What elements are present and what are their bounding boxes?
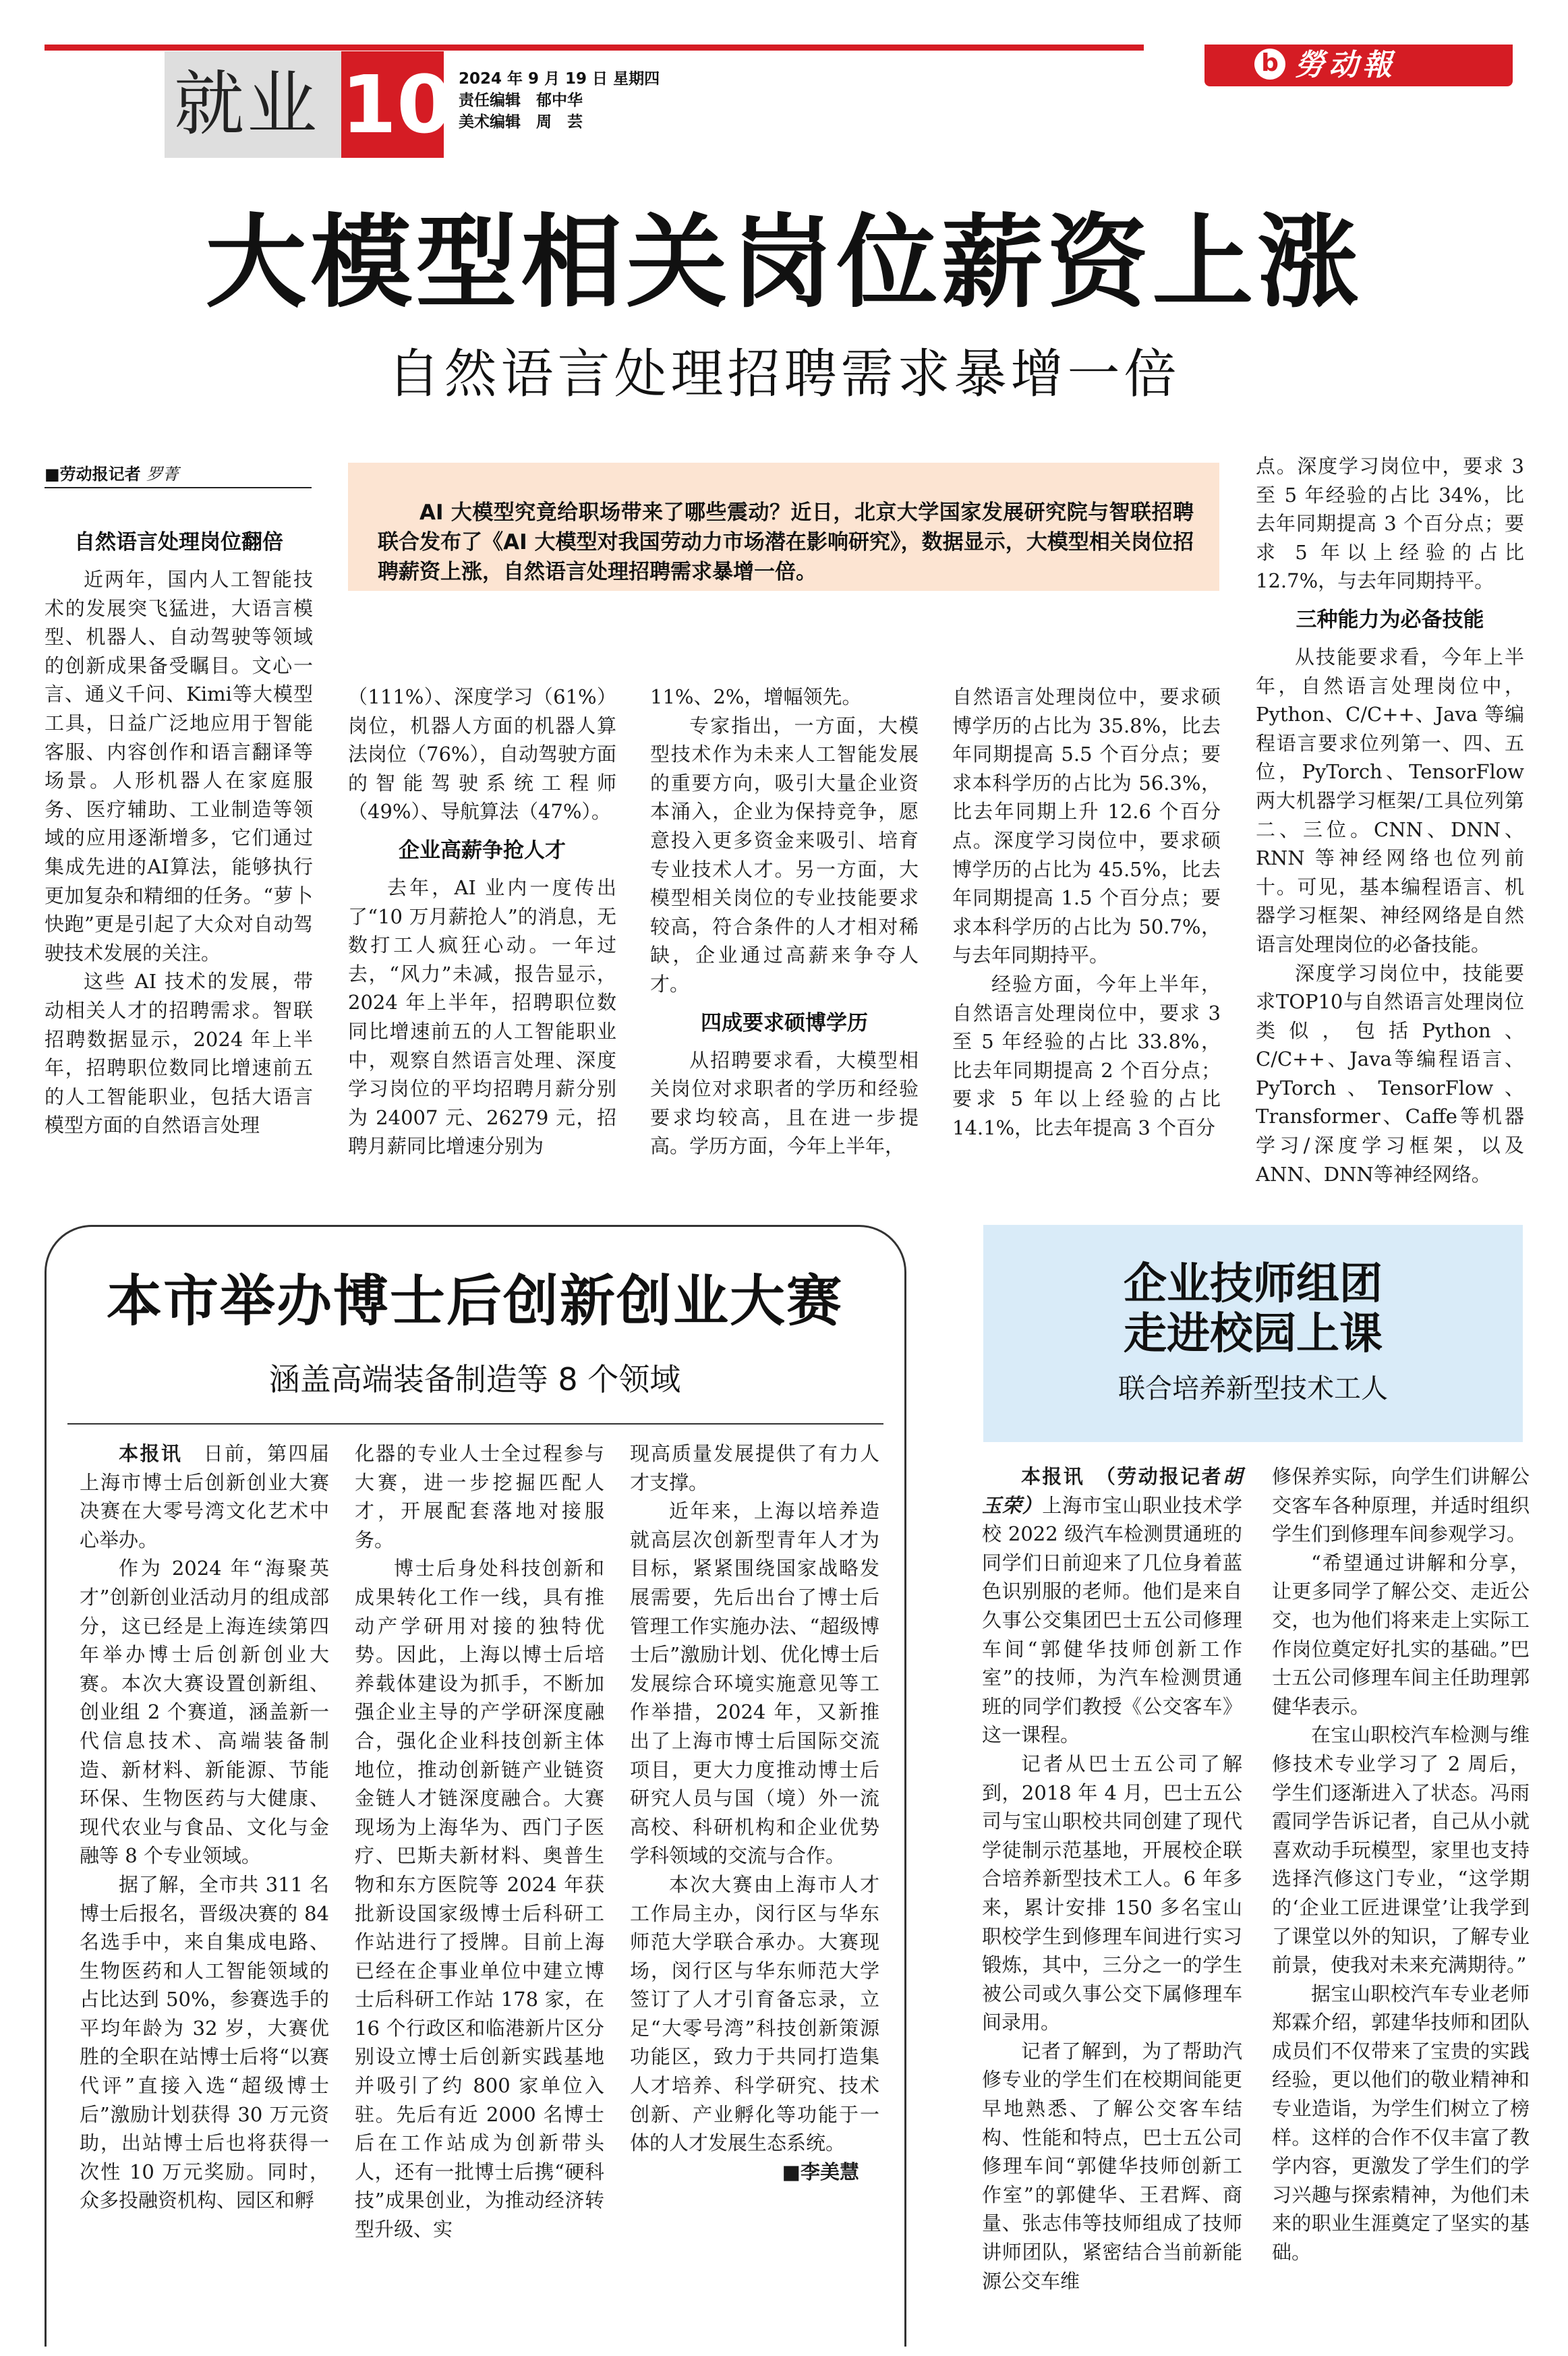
paragraph: 这些 AI 技术的发展，带动相关人才的招聘需求。智联招聘数据显示，2024 年上半年，招聘职位数同比增速前五的人工智能职业，包括大语言模型方面的自然语言处理 xyxy=(45,970,313,1137)
paragraph: “希望通过讲解和分享，让更多同学了解公交、走近公交，也为他们将来走上实际工作岗位奠定好扎实的基础。”巴士五公司修理车间主任助理郭健华表示。 xyxy=(1272,1551,1530,1718)
story3-headline-line2: 走进校园上课 xyxy=(1124,1309,1383,1359)
paragraph: 化器的专业人士全过程参与大赛，进一步挖掘匹配人才，开展配套落地对接服务。 xyxy=(355,1442,604,1551)
paragraph xyxy=(80,1439,329,1554)
paragraph: 从招聘要求看，大模型相关岗位对求职者的学历和经验要求均较高，且在进一步提高。学历方面，今年上半年， xyxy=(650,1048,919,1158)
page-number: 10 xyxy=(341,58,453,151)
reporter-note-2: 胡玉荣） xyxy=(982,1465,1242,1517)
paragraph: 从技能要求看，今年上半年，自然语言处理岗位中，Python、C/C++、Java 等编程语言要求位列第一、四、五位，PyTorch、TensorFlow 两大机器学习框架/工具位列第二、三位。CNN、DNN、RNN 等神经网络也位列前十。可见，基本编程语言、机器学习框架、神经网络是自然语言处理岗位的必备技能。 xyxy=(1256,645,1524,956)
paragraph: 近年来，上海以培养造就高层次创新型青年人才为目标，紧紧围绕国家战略发展需要，先后出台了博士后管理工作实施办法、“超级博士后”激励计划、优化博士后发展综合环境实施意见等工作举措，2024 年，又新推出了上海市博士后国际交流项目，更大力度推动博士后研究人员与国（境）外一流高校、科研机构和企业优势学科领域的交流与合作。 xyxy=(630,1499,879,1868)
story3-subhead: 联合培养新型技术工人 xyxy=(1118,1373,1388,1404)
lead-column-1 xyxy=(45,518,313,1140)
paragraph: 现高质量发展提供了有力人才支撑。 xyxy=(630,1442,879,1494)
paragraph: 近两年，国内人工智能技术的发展突飞猛进，大语言模型、机器人、自动驾驶等领域的创新成果备受瞩目。文心一言、通义千问、Kimi等大模型工具，日益广泛地应用于智能客服、内容创作和语言翻译等场景。人形机器人在家庭服务、医疗辅助、工业制造等领域的应用逐渐增多，它们通过集成先进的AI算法，能够执行更加复杂和精细的任务。“萝卜快跑”更是引起了大众对自动驾驶技术发展的关注。 xyxy=(45,568,313,965)
story3-headline-line1: 企业技师组团 xyxy=(1124,1259,1383,1309)
story3-column-2 xyxy=(1272,1462,1530,2267)
paragraph-text: 日前，第四届上海市博士后创新创业大赛决赛在大零号湾文化艺术中心举办。 xyxy=(80,1442,329,1551)
lead-column-4 xyxy=(952,683,1221,1143)
lead-subhead: 自然语言处理招聘需求暴增一倍 xyxy=(387,344,1181,405)
paragraph: 作为 2024 年“海聚英才”创新创业活动月的组成部分，这已经是上海连续第四年举办博士后创新创业大赛。本次大赛设置创新组、创业组 2 个赛道，涵盖新一代信息技术、高端装备制造、新材料、新能源、节能环保、生物医药与大健康、现代农业与食品、文化与金融等 8 个专业领域。 xyxy=(80,1557,329,1868)
paragraph: 据了解，全市共 311 名博士后报名，晋级决赛的 84 名选手中，来自集成电路、生物医药和人工智能领域的占比达到 50%，参赛选手的平均年龄为 32 岁，大赛优胜的全职在站博士后将“以赛代评”直接入选“超级博士后”激励计划获得 30 万元资助，出站博士后也将获得一次性 10 万元奖励。同时，众多投融资机构、园区和孵 xyxy=(80,1872,329,2212)
reporter-credit: ■李美慧 xyxy=(782,2160,859,2183)
paragraph: 记者从巴士五公司了解到，2018 年 4 月，巴士五公司与宝山职校共同创建了现代学徒制示范基地，开展校企联合培养新型技术工人。6 年多来，累计安排 150 多名宝山职校学生到修理车间进行实习锻炼，其中，三分之一的学生被公司或久事公交下属修理车间录用。 xyxy=(982,1752,1242,2034)
story2-column-2 xyxy=(355,1439,604,2244)
masthead-logo-mark: b xyxy=(1254,49,1285,80)
lead-byline xyxy=(45,463,179,486)
lead-label: 本报讯 xyxy=(119,1442,183,1465)
story2-column-3 xyxy=(630,1439,879,2186)
paragraph: 经验方面，今年上半年，自然语言处理岗位中，要求 3 至 5 年经验的占比 33.8%，比去年同期提高 2 个百分点；要求 5 年以上经验的占比 14.1%，比去年提高 3 个百分 xyxy=(952,972,1221,1139)
story3-column-1 xyxy=(982,1462,1242,2295)
paragraph xyxy=(982,1462,1242,1750)
section-name: 就业 xyxy=(174,63,320,145)
story2-headline: 本市举办博士后创新创业大赛 xyxy=(106,1269,843,1333)
lead-intro: AI 大模型究竟给职场带来了哪些震动？近日，北京大学国家发展研究院与智联招聘联合发布了《AI 大模型对我国劳动力市场潜在影响研究》，数据显示，大模型相关岗位招聘薪资上涨，自然语言处理招聘需求暴增一倍。 xyxy=(378,500,1194,584)
lead-headline: 大模型相关岗位薪资上涨 xyxy=(205,204,1363,322)
paragraph: 记者了解到，为了帮助汽修专业的学生们在校期间能更早地熟悉、了解公交客车结构、性能和特点，巴士五公司修理车间“郭健华技师创新工作室”的郭健华、王君辉、商量、张志伟等技师组成了技师讲师团队，紧密结合当前新能源公交车维 xyxy=(982,2039,1242,2293)
paragraph: 去年，AI 业内一度传出了“10 万月薪抢人”的消息，无数打工人疯狂心动。一年过去，“风力”未减，报告显示，2024 年上半年，招聘职位数同比增速前五的人工智能职业中，观察自然语言处理、深度学习岗位的平均招聘月薪分别为 24007 元、26279 元，招聘月薪同比增速分别为 xyxy=(348,875,616,1158)
story2-column-1 xyxy=(80,1439,329,2215)
editor-credit: 责任编辑 郁中华 xyxy=(459,92,583,109)
paragraph: 自然语言处理岗位中，要求硕博学历的占比为 35.8%，比去年同期提高 5.5 个百分点；要求本科学历的占比为 56.3%，比去年同期上升 12.6 个百分点。深度学习岗位中，要求硕博学历的占比为 45.5%，比去年同期提高 1.5 个百分点；要求本科学历的占比为 50.7%，与去年同期持平。 xyxy=(952,685,1221,967)
paragraph: 博士后身处科技创新和成果转化工作一线，具有推动产学研用对接的独特优势。因此，上海以博士后培养载体建设为抓手，不断加强企业主导的产学研深度融合，强化企业科技创新主体地位，推动创新链产业链资金链人才链深度融合。大赛现场为上海华为、西门子医疗、巴斯夫新材料、奥普生物和东方医院等 2024 年获批新设国家级博士后科研工作站进行了授牌。目前上海已经在企事业单位中建立博士后科研工作站 178 家，在 16 个行政区和临港新片区分别设立博士后创新实践基地并吸引了约 800 家单位入驻。先后有近 2000 名博士后在工作站成为创新带头人，还有一批博士后携“硬科技”成果创业，为推动经济转型升级、实 xyxy=(355,1557,604,2241)
subheading-skills: 三种能力为必备技能 xyxy=(1296,607,1484,632)
paragraph: 11%、2%，增幅领先。 xyxy=(650,685,862,708)
paragraph: 据宝山职校汽车专业老师郑霖介绍，郭建华技师和团队成员们不仅带来了宝贵的实践经验，更以他们的敬业精神和专业造诣，为学生们树立了榜样。这样的合作不仅丰富了教学内容，更激发了学生们的学习兴趣与探索精神，为他们未来的职业生涯奠定了坚实的基础。 xyxy=(1272,1982,1530,2264)
header-red-rule xyxy=(45,45,1144,51)
paragraph: 本次大赛由上海市人才工作局主办，闵行区与华东师范大学联合承办。大赛现场，闵行区与华东师范大学签订了人才引育备忘录，立足“大零号湾”科技创新策源功能区，致力于共同打造集人才培养、科学研究、技术创新、产业孵化等功能于一体的人才发展生态系统。 xyxy=(630,1872,879,2155)
paragraph: （111%）、深度学习（61%）岗位，机器人方面的机器人算法岗位（76%），自动驾驶方面的智能驾驶系统工程师（49%）、导航算法（47%）。 xyxy=(348,685,616,824)
byline-rule xyxy=(45,487,312,488)
subheading-nlp-jobs: 自然语言处理岗位翻倍 xyxy=(74,530,283,554)
paragraph: 修保养实际，向学生们讲解公交客车各种原理，并适时组织学生们到修理车间参观学习。 xyxy=(1272,1465,1530,1546)
masthead-logo-text: 勞动報 xyxy=(1295,48,1396,82)
paragraph-text: 上海市宝山职业技术学校 2022 级汽车检测贯通班的同学们日前迎来了几位身着蓝色识别服的老师。他们是来自久事公交集团巴士五公司修理车间“郭健华技师创新工作室”的技师，为汽车检测贯通班的同学们教授《公交客车》这一课程。 xyxy=(982,1493,1242,1747)
art-editor-credit: 美术编辑 周 芸 xyxy=(459,113,583,131)
issue-date: 2024 年 9 月 19 日 星期四 xyxy=(459,70,660,88)
story2-rule xyxy=(67,1423,883,1425)
paragraph: 专家指出，一方面，大模型技术作为未来人工智能发展的重要方向，吸引大量企业资本涌入，企业为保持竞争，愿意投入更多资金来吸引、培育专业技术人才。另一方面，大模型相关岗位的专业技能要求较高，符合条件的人才相对稀缺，企业通过高薪来争夺人才。 xyxy=(650,714,919,996)
byline-label: ■劳动报记者 xyxy=(45,465,141,484)
lead-column-2 xyxy=(348,683,616,1161)
story2-subhead: 涵盖高端装备制造等 8 个领域 xyxy=(268,1361,681,1398)
lead-column-3 xyxy=(650,683,919,1161)
lead-label: 本报讯 xyxy=(1021,1465,1085,1488)
lead-column-5 xyxy=(1256,452,1524,1188)
paragraph: 深度学习岗位中，技能要求TOP10与自然语言处理岗位类似，包括Python、C/C++、Java等编程语言、PyTorch、TensorFlow、Transformer、Caffe等机器学习/深度学习框架，以及ANN、DNN等神经网络。 xyxy=(1256,961,1524,1186)
paragraph: 点。深度学习岗位中，要求 3 至 5 年经验的占比 34%，比去年同期提高 3 个百分点；要求 5 年以上经验的占比 12.7%，与去年同期持平。 xyxy=(1256,455,1524,593)
reporter-note-1: （劳动报记者 xyxy=(1105,1465,1223,1488)
paragraph: 在宝山职校汽车检测与维修技术专业学习了 2 周后，学生们逐渐进入了状态。冯雨霞同学告诉记者，自己从小就喜欢动手玩模型，家里也支持选择汽修这门专业，“这学期的‘企业工匠进课堂’让我学到了课堂以外的知识，了解专业前景，使我对未来充满期待。” xyxy=(1272,1723,1530,1977)
subheading-high-salary: 企业高薪争抢人才 xyxy=(399,838,566,863)
subheading-degree: 四成要求硕博学历 xyxy=(701,1010,868,1035)
byline-name: 罗菁 xyxy=(146,465,179,484)
